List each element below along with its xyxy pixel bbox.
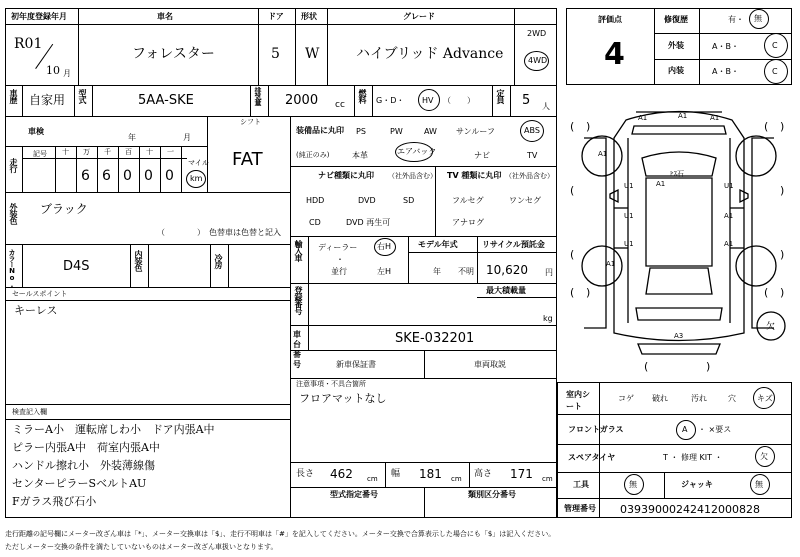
mileage-digit: 0 <box>144 168 153 184</box>
diagram-label: U1 <box>624 240 634 248</box>
km-label: km <box>190 174 203 183</box>
glass-label: フロントガラス <box>568 425 624 434</box>
diagram-label: ﾋｽ石 <box>670 170 684 178</box>
diagram-label: U1 <box>624 212 634 220</box>
mileage-digit-label: 十 <box>146 148 153 156</box>
recycle-label: リサイクル預託金 <box>482 240 545 249</box>
tv-oneseg: ワンセグ <box>509 196 541 205</box>
first-reg-month: 10 <box>46 64 60 77</box>
diagram-label: U1 <box>624 182 634 190</box>
width-value: 181 <box>419 467 442 481</box>
nav-hdd: HDD <box>306 196 325 205</box>
seat-label-text: 室内シート <box>566 390 590 411</box>
seat-option-burn: コゲ <box>618 394 634 403</box>
first-reg-label: 初年度登録年月 <box>11 12 67 21</box>
inspection-notes-label: 検査記入欄 <box>12 408 47 416</box>
jack-selected: 無 <box>755 480 763 489</box>
color-note-paren: （ ） <box>157 228 205 237</box>
import-label: 輸入車 <box>294 240 303 261</box>
svg-text:(: ( <box>570 248 575 261</box>
mileage-digit-label: 十 <box>62 148 69 156</box>
shape-label: 形状 <box>301 12 317 21</box>
import-right-h: 右H <box>377 242 392 251</box>
shaken-label: 車検 <box>28 127 44 136</box>
color-no: D4S <box>63 259 90 274</box>
model: 5AA-SKE <box>138 93 194 108</box>
car-name-label: 車名 <box>157 12 173 21</box>
nav-dvd: DVD <box>358 196 376 205</box>
capacity-label: 定員 <box>496 89 505 103</box>
import-dot: ・ <box>336 255 344 264</box>
shift-label: シフト <box>240 118 261 126</box>
diagram-label: A1 <box>724 240 734 248</box>
inspection-note-line: ハンドル擦れ小 外装薄線傷 <box>12 459 155 472</box>
color-note: 色替車は色替と記入 <box>209 228 281 237</box>
symbol-label: 記号 <box>33 150 47 158</box>
equip-navi: ナビ <box>474 151 490 160</box>
model-year-unit: 年 <box>433 267 441 276</box>
ac-label: 冷房 <box>214 254 223 268</box>
height-label: 高さ <box>474 469 493 479</box>
tv-analog: アナログ <box>452 218 484 227</box>
interior-label: 内装 <box>668 66 684 75</box>
equip-sunroof: サンルーフ <box>456 127 495 136</box>
mile-label: マイル <box>188 159 209 167</box>
mileage-digit-label: 百 <box>125 148 132 156</box>
diagram-label: A1 <box>710 114 720 122</box>
spare-selected: 欠 <box>760 452 768 461</box>
repair-selected: 無 <box>754 14 762 23</box>
interior-selected: C <box>772 67 778 76</box>
diagram-label: A1 <box>656 180 666 188</box>
inspection-note-line: ミラーA小 運転席しわ小 ドア内張A中 <box>12 423 215 436</box>
equip-airbag: エアバック <box>397 147 437 156</box>
footer-line-2: ただしメーター交換の条件を満たしていないものはメーター改ざん車扱いとなります。 <box>5 543 278 551</box>
svg-text:): ) <box>586 286 591 299</box>
equip-abs: ABS <box>524 126 540 135</box>
nav-type-sub: （社外品含む） <box>388 172 437 180</box>
model-year-label: モデル年式 <box>418 240 458 249</box>
equipment-sublabel: (純正のみ) <box>296 151 330 159</box>
car-name: フォレスター <box>132 46 215 62</box>
spare-options: T ・ 修理 KIT ・ <box>663 453 723 462</box>
import-left-h: 左H <box>377 267 392 276</box>
diagram-label: A1 <box>598 150 608 158</box>
nav-cd: CD <box>309 218 321 227</box>
svg-text:): ) <box>706 360 711 373</box>
spare-label: スペアタイヤ <box>568 453 616 462</box>
fuel-selected: HV <box>422 96 434 105</box>
glass-other: ・ ×要ス <box>698 425 732 434</box>
displacement: 2000 <box>285 93 319 108</box>
drive-2wd: 2WD <box>527 29 547 38</box>
doors: 5 <box>271 46 280 62</box>
shape: W <box>305 46 320 62</box>
seat-option-dirt: 汚れ <box>691 394 707 403</box>
sales-point-label: セールスポイント <box>12 290 68 298</box>
exterior-label: 外装 <box>668 41 684 50</box>
recycle-amount: 10,620 <box>486 263 528 277</box>
mileage-digit-label: 千 <box>104 148 111 156</box>
notice-text: フロアマットなし <box>299 392 387 405</box>
diagram-missing-label: 欠 <box>766 322 776 332</box>
width-unit: cm <box>451 475 462 483</box>
max-load-kg: kg <box>543 314 553 323</box>
fuel-label: 燃料 <box>358 89 367 103</box>
type-designation-label: 型式指定番号 <box>330 490 378 499</box>
exterior-options: A・B・ <box>712 42 739 51</box>
reg-label: 登録番号 <box>294 286 303 314</box>
capacity: 5 <box>522 93 531 108</box>
shaken-month-unit: 月 <box>183 133 191 142</box>
nav-dvd-play: DVD 再生可 <box>346 218 391 227</box>
color-label: 外装色 <box>9 203 18 224</box>
shift-value: FAT <box>232 149 263 170</box>
car-damage-diagram <box>566 98 792 378</box>
height-value: 171 <box>510 467 533 481</box>
first-reg-era: R01 <box>14 36 43 52</box>
score-value: 4 <box>604 37 625 72</box>
mileage-digit-label: 一 <box>167 148 174 156</box>
length-value: 462 <box>330 467 353 481</box>
equip-tv: TV <box>527 151 538 160</box>
tools-label: 工具 <box>573 480 589 489</box>
mileage-digit: 6 <box>81 168 90 184</box>
svg-text:): ) <box>780 286 785 299</box>
seat-option-tear: 破れ <box>652 394 668 403</box>
mileage-digit-label: 万 <box>83 148 90 156</box>
tv-type-label: TV 種類に丸印 <box>447 171 502 180</box>
grade: ハイブリッド Advance <box>356 46 504 62</box>
inspection-note-line: ピラー内張A中 荷室内張A中 <box>12 441 160 454</box>
diagram-label: A1 <box>606 260 616 268</box>
interior-options: A・B・ <box>712 67 739 76</box>
mileage-digit: 0 <box>165 168 174 184</box>
svg-text:): ) <box>780 248 785 261</box>
mileage-label: 走行 <box>9 158 18 172</box>
usage-label: 車歴 <box>9 89 18 103</box>
equip-aw: AW <box>424 127 437 136</box>
equip-leather: 本革 <box>352 151 368 160</box>
usage: 自家用 <box>29 93 66 107</box>
capacity-unit: 人 <box>542 102 550 111</box>
mgmt-label: 管理番号 <box>564 504 596 513</box>
tools-selected: 無 <box>629 480 637 489</box>
diagram-label: A1 <box>638 114 648 122</box>
nav-type-label: ナビ種類に丸印 <box>318 171 374 180</box>
cc-unit: cc <box>335 100 345 110</box>
model-year-unknown: 不明 <box>458 267 474 276</box>
interior-color-label: 内装色 <box>134 250 143 271</box>
svg-text:(: ( <box>644 360 649 373</box>
seat-label <box>566 389 596 413</box>
score-label: 評価点 <box>598 15 622 24</box>
inspection-note-line: Fガラス飛び石小 <box>12 495 97 508</box>
sales-point-text: キーレス <box>14 304 58 317</box>
import-parallel: 並行 <box>331 267 347 276</box>
glass-selected: A <box>682 425 688 434</box>
grade-label: グレード <box>403 12 435 21</box>
seat-option-hole: 穴 <box>728 394 736 403</box>
diagram-label: U1 <box>724 182 734 190</box>
nav-sd: SD <box>403 196 415 205</box>
first-reg-month-unit: 月 <box>63 69 71 78</box>
svg-text:(: ( <box>570 286 575 299</box>
displacement-label: 排気量 <box>254 87 262 105</box>
tv-fullseg: フルセグ <box>452 196 484 205</box>
manual: 車両取説 <box>474 360 506 369</box>
recycle-yen: 円 <box>545 268 553 277</box>
repair-label: 修復歴 <box>664 15 688 24</box>
door-label: ドア <box>268 12 284 21</box>
diagram-label: A3 <box>674 332 684 340</box>
equip-pw: PW <box>390 127 403 136</box>
repair-options: 有・ <box>728 15 744 24</box>
equipment-label: 装備品に丸印 <box>296 126 344 135</box>
length-unit: cm <box>367 475 378 483</box>
model-label: 型式 <box>78 89 87 103</box>
svg-text:(: ( <box>570 184 575 197</box>
equip-ps: PS <box>356 127 366 136</box>
fuel-paren: （ ） <box>443 96 475 105</box>
width-label: 幅 <box>391 469 401 479</box>
height-unit: cm <box>542 475 553 483</box>
diagram-label: A1 <box>678 112 688 120</box>
max-load-label: 最大積載量 <box>486 286 526 295</box>
warranty: 新車保証書 <box>336 360 376 369</box>
inspection-note-line: センターピラーSベルトAU <box>12 477 147 490</box>
mgmt-number: 0393900024241200082​8 <box>620 503 760 516</box>
color-value: ブラック <box>40 202 88 216</box>
svg-text:(: ( <box>764 120 769 133</box>
seat-selected: キズ <box>757 394 773 403</box>
tv-type-sub: （社外品含む） <box>505 172 554 180</box>
jack-label: ジャッキ <box>681 480 713 489</box>
mileage-digit: 6 <box>102 168 111 184</box>
color-no-label: カラーNo. <box>8 249 16 288</box>
svg-text:(: ( <box>764 286 769 299</box>
category-label: 類別区分番号 <box>468 490 516 499</box>
svg-text:): ) <box>586 120 591 133</box>
import-dealer: ディーラー <box>318 243 358 252</box>
svg-text:(: ( <box>570 120 575 133</box>
drive-4wd: 4WD <box>528 56 548 65</box>
chassis-label: 車台番号 <box>293 330 301 369</box>
exterior-selected: C <box>772 41 778 50</box>
diagram-label: A1 <box>724 212 734 220</box>
notice-label: 注意事項・不具合箇所 <box>296 380 366 388</box>
chassis-number: SKE-032201 <box>395 331 475 346</box>
svg-text:): ) <box>780 184 785 197</box>
footer-line-1: 走行距離の記号欄にメーター改ざん車は「*」、メーター交換車は「$」、走行不明車は「#」を記入してください。メーター交換で合算表示した場合にも「$」は記入ください。 <box>5 530 556 538</box>
fuel-options: G・D・ <box>376 96 405 105</box>
shaken-year-unit: 年 <box>128 133 136 142</box>
length-label: 長さ <box>296 469 315 479</box>
chassis-label-1 <box>293 330 307 370</box>
mileage-digit: 0 <box>123 168 132 184</box>
svg-text:): ) <box>780 120 785 133</box>
